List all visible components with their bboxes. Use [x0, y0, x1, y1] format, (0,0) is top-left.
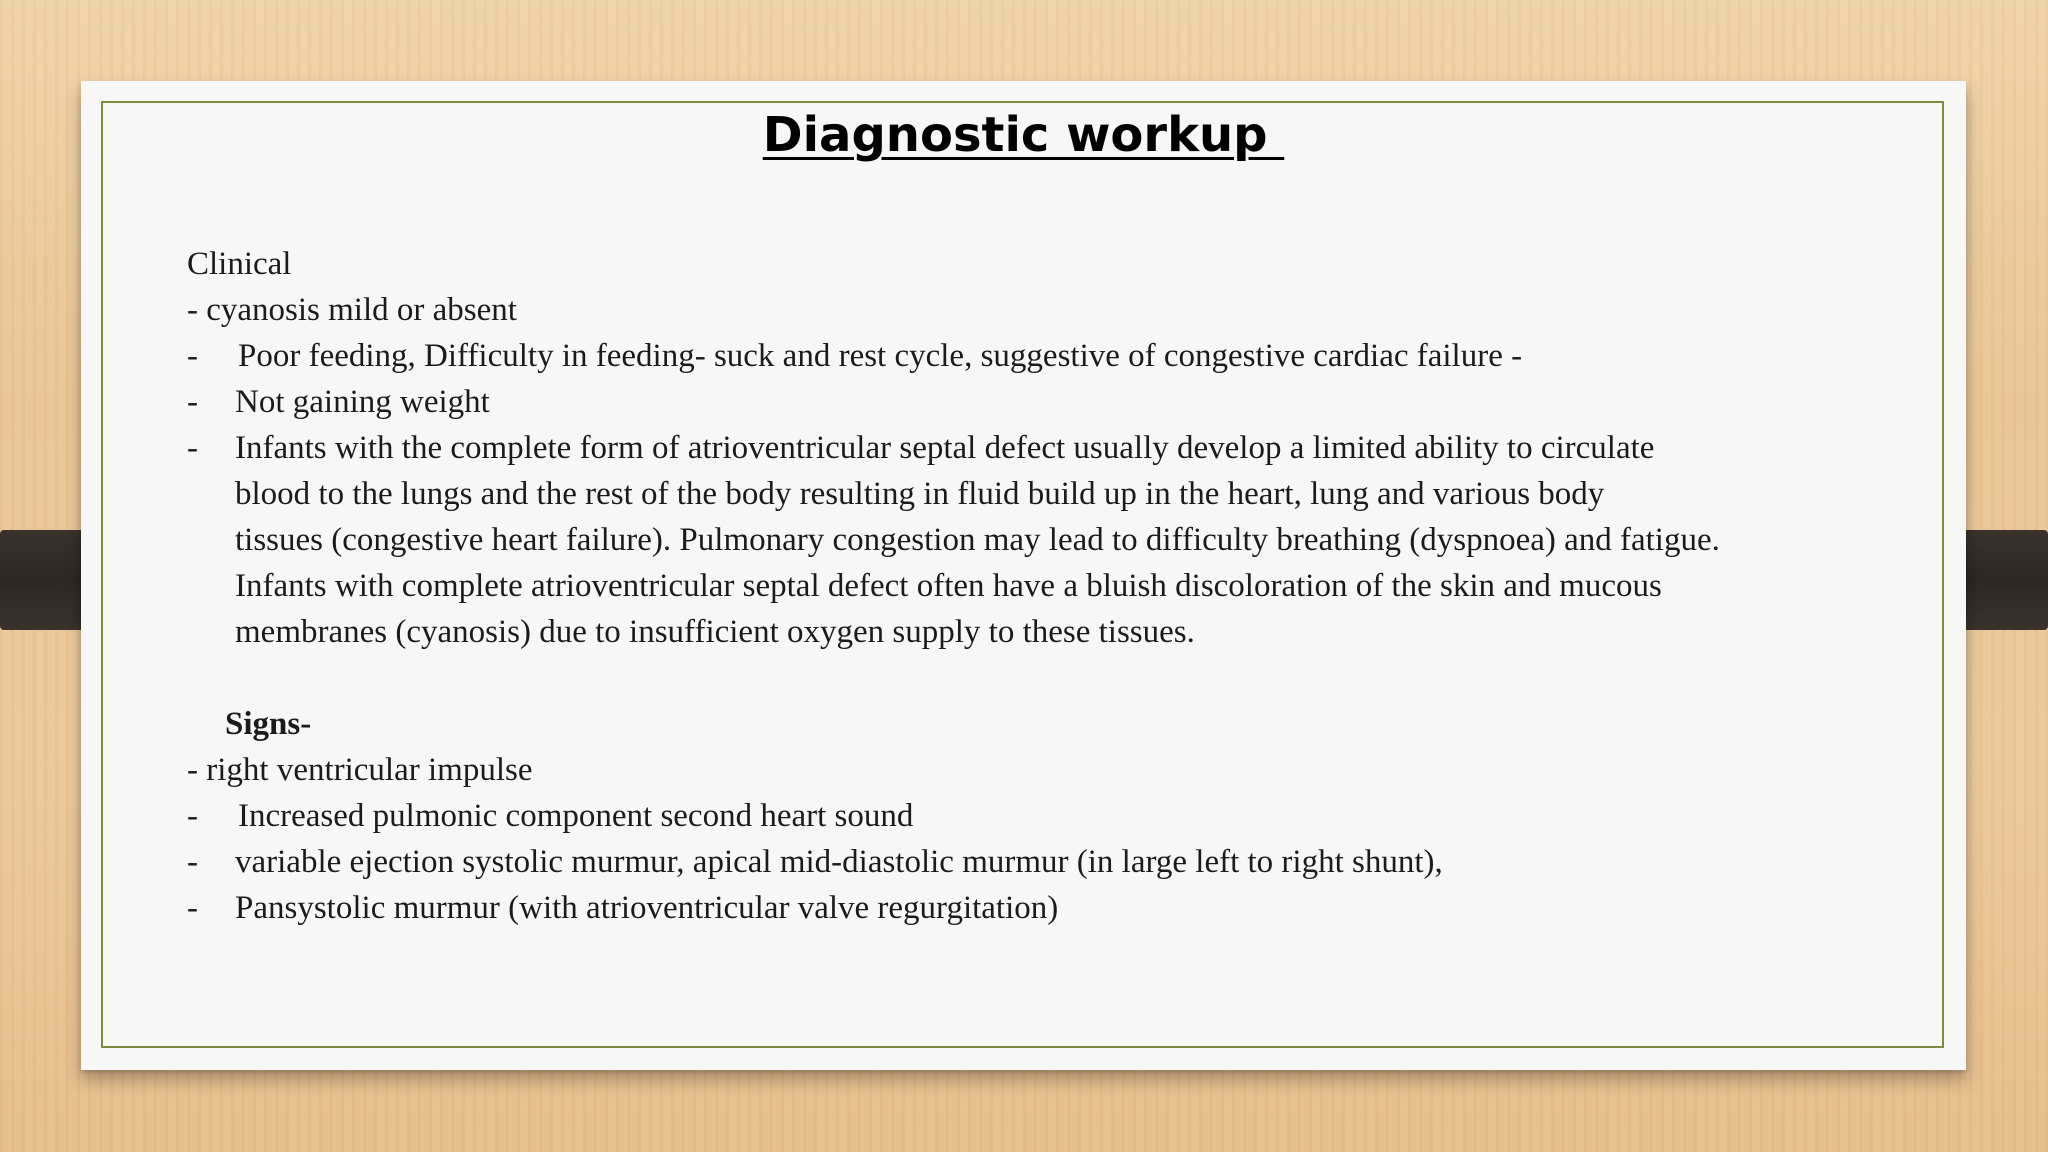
slide-card — [81, 81, 1966, 1070]
signs-item-pansystolic — [187, 885, 1947, 931]
signs-heading: Signs- — [225, 706, 312, 742]
spacer — [187, 655, 1947, 701]
clinical-item-poor-feeding — [187, 333, 1947, 379]
paragraph-line: membranes (cyanosis) due to insufficient oxygen supply to these tissues. — [235, 614, 1195, 650]
paragraph-line: Infants with complete atrioventricular septal defect often have a bluish discoloration of the skin and mucous — [235, 568, 1662, 604]
paragraph-line: tissues (congestive heart failure). Pulmonary congestion may lead to difficulty breathing (dyspnoea) and fatigue. — [235, 522, 1720, 558]
bullet-dash: - — [187, 338, 198, 374]
signs-item-pulmonic — [187, 793, 1947, 839]
item-text: Pansystolic murmur (with atrioventricular valve regurgitation) — [235, 890, 1059, 926]
paragraph-line: blood to the lungs and the rest of the body resulting in fluid build up in the heart, lung and various body — [235, 476, 1605, 512]
bullet-dash: - — [187, 798, 198, 834]
bullet-dash: - — [187, 384, 198, 420]
paragraph-line: Infants with the complete form of atrioventricular septal defect usually develop a limited ability to circulate — [235, 430, 1655, 466]
clinical-item-infants — [187, 425, 1947, 655]
item-text: Poor feeding, Difficulty in feeding- suck and rest cycle, suggestive of congestive cardiac failure - — [238, 338, 1523, 374]
signs-item-ejection-murmur — [187, 839, 1947, 885]
item-text: Not gaining weight — [235, 384, 490, 420]
clinical-cyanosis-line: - cyanosis mild or absent — [187, 292, 517, 328]
signs-rv-impulse-line: - right ventricular impulse — [187, 752, 533, 788]
slide-title: Diagnostic workup — [762, 107, 1285, 163]
item-text: variable ejection systolic murmur, apical mid-diastolic murmur (in large left to right shunt), — [235, 844, 1443, 880]
bullet-dash: - — [187, 844, 198, 880]
bullet-dash: - — [187, 890, 198, 926]
clinical-heading: Clinical — [187, 246, 292, 282]
clinical-item-weight — [187, 379, 1947, 425]
item-text: Increased pulmonic component second heart sound — [238, 798, 914, 834]
bullet-dash: - — [187, 430, 198, 466]
slide-content — [187, 241, 1947, 931]
